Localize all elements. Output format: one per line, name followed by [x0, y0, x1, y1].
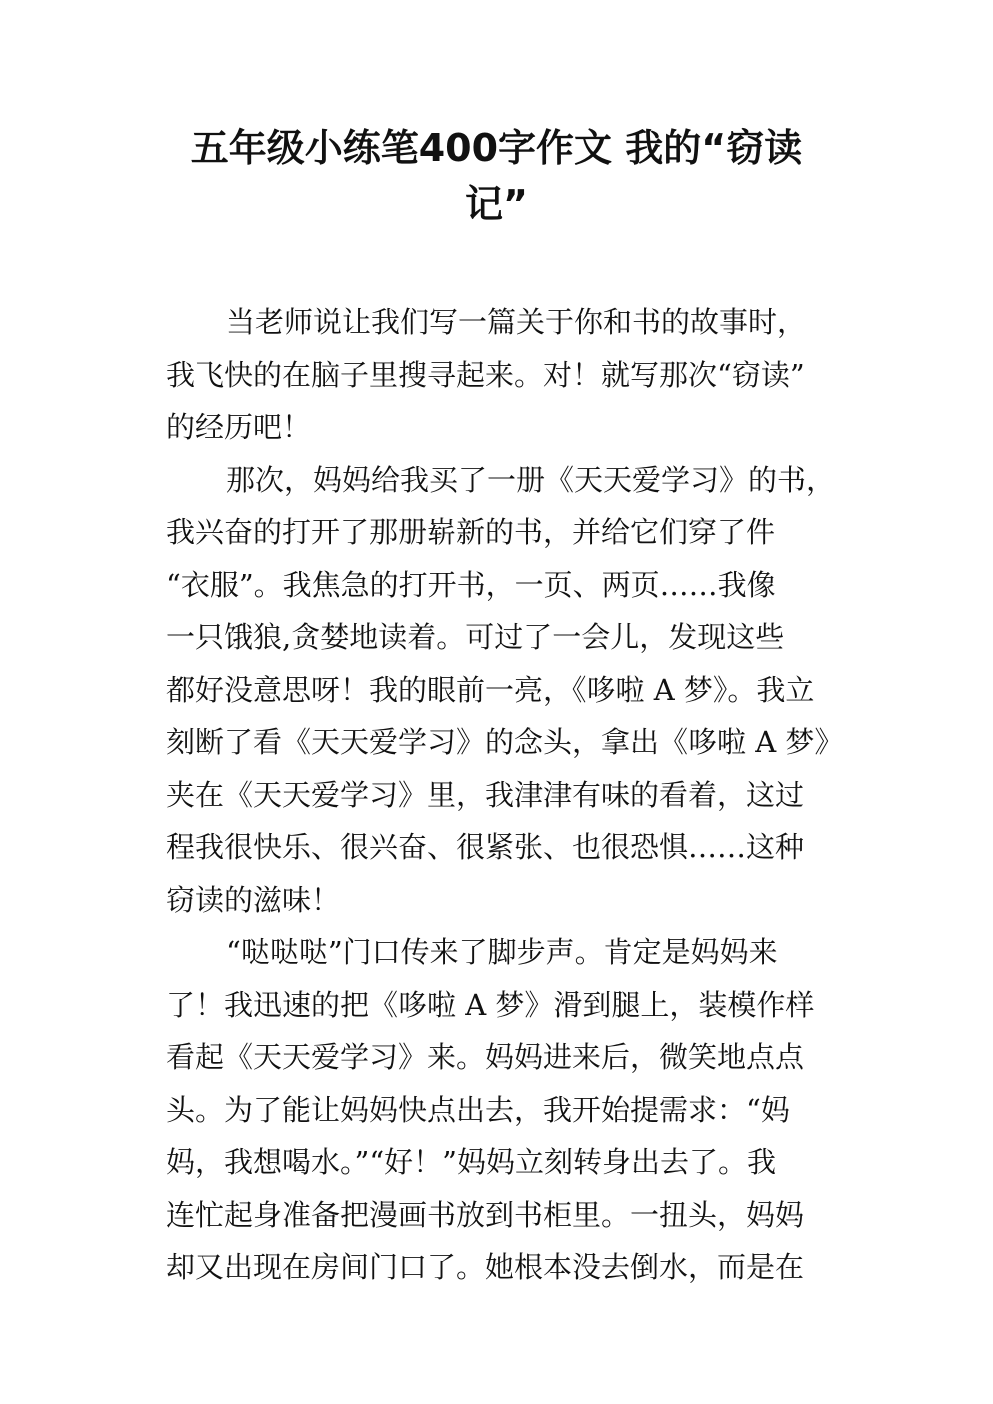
document-title — [140, 120, 853, 232]
text-line: 妈，我想喝水。”“好！”妈妈立刻转身出去了。我 — [166, 1145, 776, 1179]
paragraph-3 — [166, 926, 846, 1294]
text-line: 夹在《天天爱学习》里，我津津有味的看着，这过 — [166, 777, 805, 812]
text-line: 都好没意思呀！我的眼前一亮，《哆啦 A 梦》。我立 — [166, 672, 815, 707]
paragraph-1 — [166, 296, 846, 454]
text-line: 刻断了看《天天爱学习》的念头，拿出《哆啦 A 梦》 — [166, 725, 844, 759]
text-line: 我兴奋的打开了那册崭新的书，并给它们穿了件 — [166, 515, 776, 549]
paragraph-2 — [166, 454, 846, 927]
title-line-2: 记” — [465, 182, 528, 226]
text-line: 却又出现在房间门口了。她根本没去倒水，而是在 — [166, 1250, 805, 1284]
text-line: 一只饿狼,贪婪地读着。可过了一会儿，发现这些 — [166, 620, 785, 654]
text-line: “哒哒哒”门口传来了脚步声。肯定是妈妈来 — [226, 935, 778, 969]
text-line: 窃读的滋味！ — [166, 882, 341, 917]
text-line: 连忙起身准备把漫画书放到书柜里。一扭头，妈妈 — [166, 1197, 805, 1232]
text-line: 看起《天天爱学习》来。妈妈进来后，微笑地点点 — [166, 1040, 805, 1074]
text-line: 了！我迅速的把《哆啦 A 梦》滑到腿上，装模作样 — [166, 987, 815, 1022]
text-line: 当老师说让我们写一篇关于你和书的故事时， — [226, 305, 807, 339]
text-line: 那次，妈妈给我买了一册《天天爱学习》的书， — [226, 462, 836, 497]
text-line: 我飞快的在脑子里搜寻起来。对！就写那次“窃读” — [166, 357, 805, 392]
title-line-1: 五年级小练笔400字作文 我的“窃读 — [190, 126, 803, 170]
text-line: 头。为了能让妈妈快点出去，我开始提需求：“妈 — [166, 1092, 790, 1127]
text-line: 的经历吧！ — [166, 410, 312, 444]
text-line: “衣服”。我焦急的打开书，一页、两页……我像 — [166, 567, 776, 602]
text-line: 程我很快乐、很兴奋、很紧张、也很恐惧……这种 — [166, 830, 805, 864]
document-body — [166, 296, 846, 1294]
